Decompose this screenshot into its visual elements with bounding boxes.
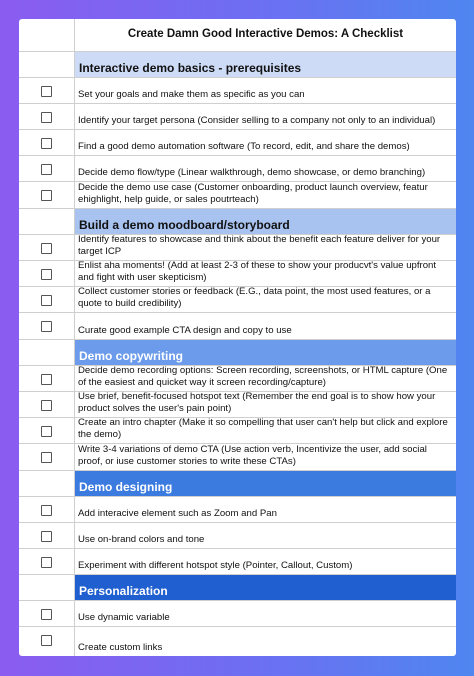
checklist-item <box>19 182 456 209</box>
checklist-item <box>19 549 456 575</box>
checklist-table <box>19 19 456 656</box>
checkbox[interactable] <box>41 557 52 568</box>
checklist-item <box>19 418 456 444</box>
checklist-item <box>19 104 456 130</box>
checkbox[interactable] <box>41 321 52 332</box>
checklist-item <box>19 78 456 104</box>
checkbox[interactable] <box>41 400 52 411</box>
checklist-item <box>19 392 456 418</box>
item-text: Add interacive element such as Zoom and Pan <box>78 507 277 519</box>
item-text: Collect customer stories or feedback (E.G., data point, the most used features, or a quote to build credibility) <box>78 286 431 309</box>
section-header <box>19 340 456 366</box>
checkbox[interactable] <box>41 164 52 175</box>
item-text: Use on-brand colors and tone <box>78 533 205 545</box>
item-text: Write 3-4 variations of demo CTA (Use action verb, Incentivize the user, add social proof, or iuse customer stories to write these CTAs) <box>78 444 427 467</box>
checkbox[interactable] <box>41 86 52 97</box>
checklist-item <box>19 313 456 340</box>
checklist-item <box>19 287 456 313</box>
section-header <box>19 209 456 235</box>
item-text: Use dynamic variable <box>78 611 170 623</box>
item-text: Create an intro chapter (Make it so compelling that user can't help but click and explore the demo) <box>78 417 448 440</box>
checkbox[interactable] <box>41 374 52 385</box>
checklist-item <box>19 261 456 287</box>
section-heading: Personalization <box>75 575 456 600</box>
checkbox[interactable] <box>41 112 52 123</box>
checklist-item <box>19 601 456 627</box>
page-title: Create Damn Good Interactive Demos: A Checklist <box>127 28 404 41</box>
item-text: Create custom links <box>78 641 163 653</box>
item-text: Use brief, benefit-focused hotspot text (Remember the end goal is to show how your product solves the user's pain point) <box>78 391 436 414</box>
checkbox[interactable] <box>41 269 52 280</box>
item-text: Experiment with different hotspot style (Pointer, Callout, Custom) <box>78 559 353 571</box>
checklist-item <box>19 444 456 471</box>
item-text: Identify your target persona (Consider selling to a company not only to an individual) <box>78 114 436 126</box>
checkbox[interactable] <box>41 531 52 542</box>
item-text: Set your goals and make them as specific as you can <box>78 88 305 100</box>
section-header <box>19 52 456 78</box>
item-text: Decide the demo use case (Customer onboarding, product launch overview, featur ehighlight, help guide, or sales poutrteach) <box>78 182 428 205</box>
section-heading: Interactive demo basics - prerequisites <box>75 52 456 77</box>
checklist-item <box>19 235 456 261</box>
checklist-item <box>19 130 456 156</box>
checkbox[interactable] <box>41 505 52 516</box>
item-text: Curate good example CTA design and copy to use <box>78 324 292 336</box>
title-row <box>19 19 456 52</box>
item-text: Decide demo recording options: Screen recording, screenshots, or HTML capture (One of the easiest and quicket way it screen recording/capture) <box>78 365 448 388</box>
checklist-sheet <box>19 19 456 656</box>
checklist-item <box>19 497 456 523</box>
checkbox[interactable] <box>41 609 52 620</box>
item-text: Decide demo flow/type (Linear walkthrough, demo showcase, or demo branching) <box>78 166 426 178</box>
section-heading: Build a demo moodboard/storyboard <box>75 209 456 234</box>
section-heading: Demo designing <box>75 471 456 496</box>
item-text: Find a good demo automation software (To record, edit, and share the demos) <box>78 140 410 152</box>
checkbox[interactable] <box>41 426 52 437</box>
checkbox[interactable] <box>41 138 52 149</box>
checkbox[interactable] <box>41 243 52 254</box>
checklist-item <box>19 156 456 182</box>
checklist-item <box>19 366 456 392</box>
section-header <box>19 471 456 497</box>
checkbox[interactable] <box>41 295 52 306</box>
section-heading: Demo copywriting <box>75 340 456 365</box>
item-text: Enlist aha moments! (Add at least 2-3 of these to show your producvt's value upfront and fight with user skepticism) <box>78 260 437 283</box>
checkbox[interactable] <box>41 452 52 463</box>
checkbox[interactable] <box>41 190 52 201</box>
item-text: Identify features to showcase and think about the benefit each feature deliver for your target ICP <box>78 234 441 257</box>
checklist-item <box>19 627 456 656</box>
checklist-item <box>19 523 456 549</box>
checkbox[interactable] <box>41 635 52 646</box>
section-header <box>19 575 456 601</box>
